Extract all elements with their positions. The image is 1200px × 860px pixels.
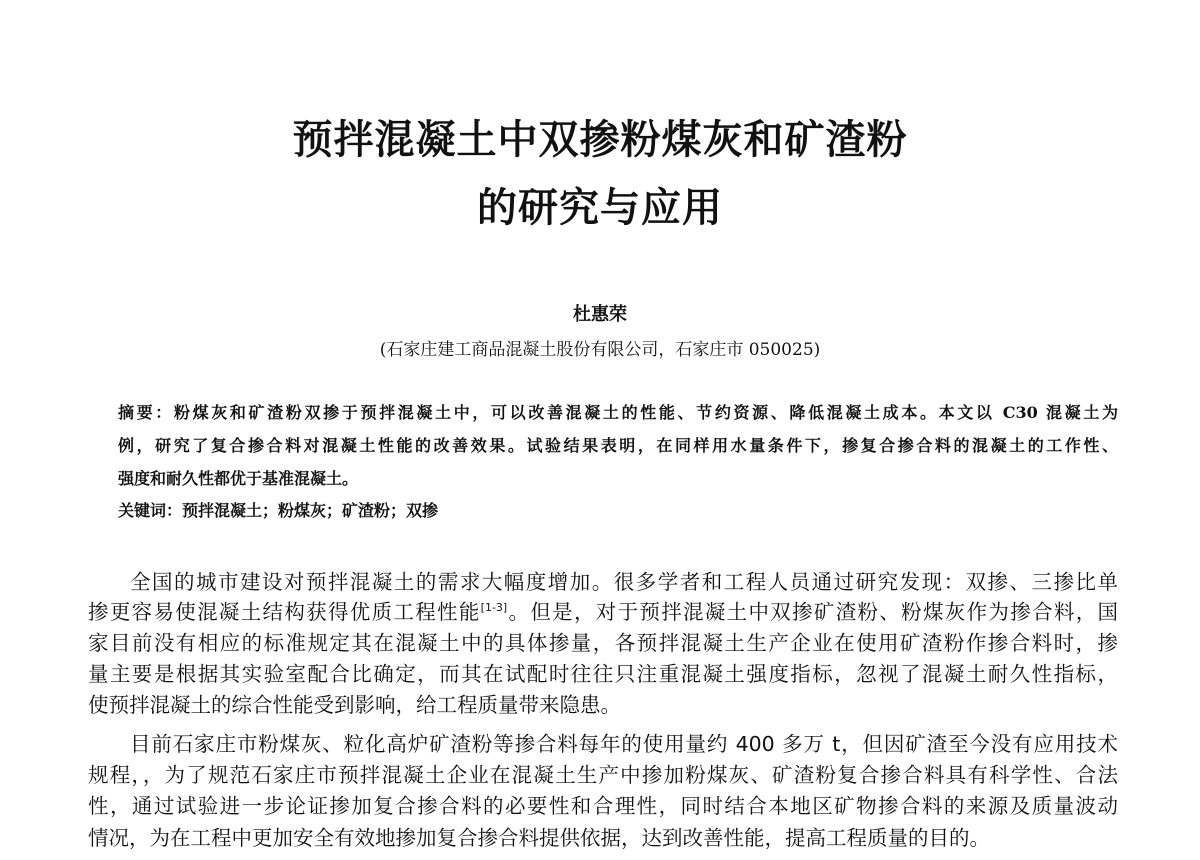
body-p2-line-2: 规程，，为了规范石家庄市预拌混凝土企业在混凝土生产中掺加粉煤灰、矿渣粉复合掺合料具有科学性、合法 — [88, 763, 1118, 787]
body-p1-line-3: 家目前没有相应的标准规定其在混凝土中的具体掺量，各预拌混凝土生产企业在使用矿渣粉作掺合料时，掺 — [88, 631, 1118, 655]
body-p2-line-4: 情况，为在工程中更加安全有效地掺加复合掺合料提供依据，达到改善性能，提高工程质量的目的。 — [88, 826, 990, 850]
citation: [1-3] — [480, 601, 508, 615]
abstract-line-3: 强度和耐久性都优于基准混凝土。 — [118, 469, 359, 488]
body-p1-line-4: 量主要是根据其实验室配合比确定，而其在试配时往往只注重混凝土强度指标，忽视了混凝土耐久性指标， — [88, 662, 1118, 686]
paper-title-line-1: 预拌混凝土中双掺粉煤灰和矿渣粉 — [292, 117, 908, 163]
body-p2-line-1: 目前石家庄市粉煤灰、粒化高炉矿渣粉等掺合料每年的使用量约 400 多万 t，但因矿渣至今没有应用技术 — [130, 732, 1118, 756]
keywords — [118, 498, 438, 521]
author-name: 杜惠荣 — [573, 304, 627, 325]
body-p1-line-2 — [88, 595, 1118, 625]
body-p2-line-3: 性，通过试验进一步论证掺加复合掺合料的必要性和合理性，同时结合本地区矿物掺合料的来源及质量波动 — [88, 794, 1118, 818]
abstract-line-1 — [118, 400, 1118, 423]
abstract-line-2: 例，研究了复合掺合料对混凝土性能的改善效果。试验结果表明，在同样用水量条件下，掺复合掺合料的混凝土的工作性、 — [118, 436, 1118, 455]
keywords-text: 预拌混凝土；粉煤灰；矿渣粉；双掺 — [182, 501, 439, 520]
body-p1-line-5: 使预拌混凝土的综合性能受到影响，给工程质量带来隐患。 — [88, 693, 621, 717]
body-text: 掺更容易使混凝土结构获得优质工程性能 — [88, 600, 481, 624]
paper-title-line-2: 的研究与应用 — [477, 185, 723, 231]
body-p1-line-1: 全国的城市建设对预拌混凝土的需求大幅度增加。很多学者和工程人员通过研究发现：双掺、三掺比单 — [130, 570, 1118, 594]
abstract-text: 粉煤灰和矿渣粉双掺于预拌混凝土中，可以改善混凝土的性能、节约资源、降低混凝土成本。本文以 C30 混凝土为 — [173, 403, 1118, 422]
body-text: 。但是，对于预拌混凝土中双掺矿渣粉、粉煤灰作为掺合料，国 — [507, 600, 1119, 624]
abstract-label: 摘要： — [118, 403, 174, 422]
keywords-label: 关键词： — [118, 501, 183, 520]
author-affiliation: (石家庄建工商品混凝土股份有限公司，石家庄市 050025) — [379, 340, 821, 360]
